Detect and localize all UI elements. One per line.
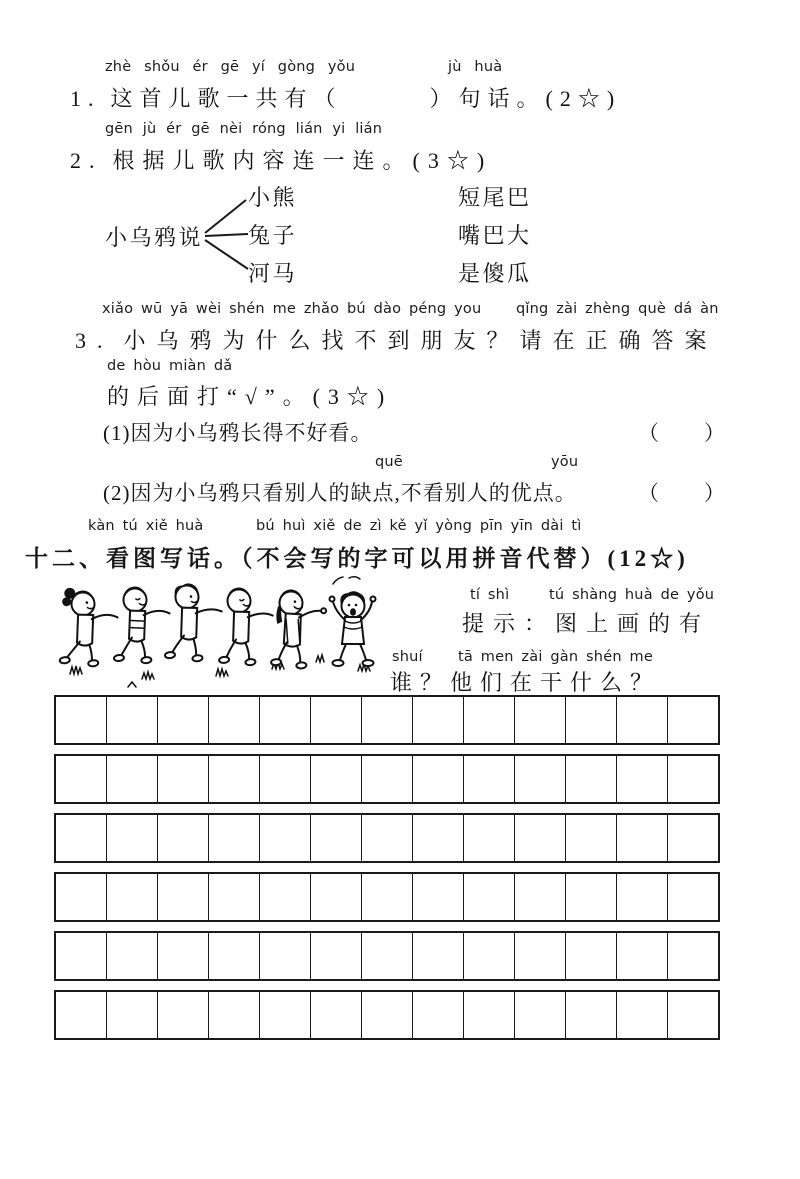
hint-pinyin2b: tā men zài gàn shén me — [458, 649, 653, 665]
grid-cell — [464, 756, 515, 802]
grid-cell — [56, 874, 107, 920]
grid-cell — [464, 933, 515, 979]
grid-cell — [668, 697, 718, 743]
hint-pinyin1b: tú shàng huà de yǒu — [549, 587, 715, 603]
hint-pinyin1a: tí shì — [470, 587, 510, 603]
q1-line — [70, 82, 621, 113]
grid-cell — [260, 756, 311, 802]
grid-cell — [464, 697, 515, 743]
grid-cell — [311, 874, 362, 920]
grid-cell — [107, 933, 158, 979]
grid-cell — [413, 933, 464, 979]
grid-cell — [413, 992, 464, 1038]
q3-item1-text: (1)因为小乌鸦长得不好看。 — [103, 421, 373, 445]
q2-line — [70, 144, 492, 175]
grid-row — [54, 872, 720, 922]
grid-cell — [515, 756, 566, 802]
q3-item2-ruby-que: quē — [375, 454, 403, 470]
grid-cell — [260, 815, 311, 861]
q1-number: 1. — [70, 86, 101, 111]
grid-cell — [158, 992, 209, 1038]
q3-text-line1: 小乌鸦为什么找不到朋友？请在正确答案 — [123, 328, 718, 353]
grid-cell — [413, 815, 464, 861]
grid-cell — [413, 697, 464, 743]
matching-left-item: 小熊 — [248, 185, 298, 210]
grid-cell — [209, 756, 260, 802]
grid-cell — [107, 756, 158, 802]
section12-title: 十二、看图写话。（不会写的字可以用拼音代替）(12☆) — [25, 546, 689, 571]
grid-cell — [464, 992, 515, 1038]
grid-cell — [260, 697, 311, 743]
hint-line1: 提示：图上画的有 — [462, 611, 711, 636]
grid-cell — [158, 933, 209, 979]
matching-right-item: 是傻瓜 — [458, 261, 532, 286]
q3-pinyin-left: xiǎo wū yā wèi shén me zhǎo bú dào péng you — [102, 301, 482, 317]
grid-cell — [158, 815, 209, 861]
grid-row — [54, 990, 720, 1040]
grid-cell — [260, 992, 311, 1038]
grid-cell — [158, 697, 209, 743]
grid-row — [54, 813, 720, 863]
q3-line1 — [75, 324, 718, 355]
matching-right-item: 短尾巴 — [458, 185, 532, 210]
matching-right-item: 嘴巴大 — [458, 223, 532, 248]
grid-cell — [56, 697, 107, 743]
grid-cell — [566, 992, 617, 1038]
grid-cell — [515, 992, 566, 1038]
grid-cell — [362, 756, 413, 802]
hint-line2: 谁？他们在干什么？ — [390, 670, 661, 695]
grid-cell — [56, 992, 107, 1038]
q3-pinyin-line2: de hòu miàn dǎ — [107, 358, 233, 374]
grid-cell — [362, 874, 413, 920]
q3-pinyin-right: qǐng zài zhèng què dá àn — [516, 301, 719, 317]
grid-cell — [617, 933, 668, 979]
matching-source: 小乌鸦说 — [105, 225, 204, 250]
grid-cell — [311, 756, 362, 802]
grid-cell — [362, 815, 413, 861]
grid-cell — [107, 697, 158, 743]
q2-number: 2. — [70, 148, 103, 173]
hint-pinyin2a: shuí — [392, 649, 423, 665]
grid-cell — [311, 697, 362, 743]
grid-cell — [668, 815, 718, 861]
grid-row — [54, 754, 720, 804]
grid-cell — [56, 815, 107, 861]
grid-cell — [464, 815, 515, 861]
grid-cell — [617, 756, 668, 802]
matching-left-item: 河马 — [248, 261, 298, 286]
grid-cell — [617, 992, 668, 1038]
grid-cell — [413, 756, 464, 802]
grid-cell — [617, 697, 668, 743]
section12-pinyin-left: kàn tú xiě huà — [88, 518, 204, 534]
grid-cell — [362, 933, 413, 979]
grid-cell — [515, 697, 566, 743]
children-playing-illustration — [58, 570, 388, 692]
grid-cell — [56, 933, 107, 979]
grid-cell — [107, 874, 158, 920]
grid-cell — [566, 815, 617, 861]
grid-cell — [566, 756, 617, 802]
section12-pinyin-right: bú huì xiě de zì kě yǐ yòng pīn yīn dài tì — [256, 518, 582, 534]
q1-pinyin-left: zhè shǒu ér gē yí gòng yǒu — [105, 59, 356, 75]
grid-cell — [515, 874, 566, 920]
grid-cell — [362, 992, 413, 1038]
matching-left-item: 兔子 — [248, 223, 298, 248]
q2-pinyin: gēn jù ér gē nèi róng lián yi lián — [105, 121, 383, 137]
grid-row — [54, 695, 720, 745]
grid-cell — [107, 815, 158, 861]
grid-cell — [668, 874, 718, 920]
grid-cell — [668, 756, 718, 802]
q3-item2-answer-blank: （ ） — [638, 481, 726, 505]
grid-cell — [668, 992, 718, 1038]
q3-item2-text: (2)因为小乌鸦只看别人的缺点,不看别人的优点。 — [103, 481, 577, 505]
grid-cell — [668, 933, 718, 979]
grid-cell — [362, 697, 413, 743]
grid-cell — [515, 933, 566, 979]
grid-cell — [566, 697, 617, 743]
q2-text: 根据儿歌内容连一连。(3☆) — [112, 148, 493, 173]
grid-cell — [311, 933, 362, 979]
grid-cell — [209, 933, 260, 979]
grid-cell — [566, 933, 617, 979]
q1-text: 这首儿歌一共有（ ）句话。(2☆) — [110, 86, 622, 111]
grid-cell — [617, 815, 668, 861]
grid-cell — [566, 874, 617, 920]
grid-cell — [260, 874, 311, 920]
grid-cell — [209, 697, 260, 743]
grid-cell — [209, 874, 260, 920]
grid-cell — [158, 874, 209, 920]
grid-cell — [209, 992, 260, 1038]
grid-cell — [158, 756, 209, 802]
grid-cell — [56, 756, 107, 802]
grid-cell — [515, 815, 566, 861]
writing-grid — [54, 695, 720, 1049]
q3-item1-answer-blank: （ ） — [638, 421, 726, 445]
q3-number: 3. — [75, 328, 114, 353]
q3-item2-ruby-you: yōu — [551, 454, 579, 470]
grid-row — [54, 931, 720, 981]
grid-cell — [311, 815, 362, 861]
q1-pinyin-right: jù huà — [448, 59, 503, 75]
matching-connector-lines — [200, 192, 255, 277]
grid-cell — [209, 815, 260, 861]
grid-cell — [464, 874, 515, 920]
grid-cell — [413, 874, 464, 920]
q3-line2: 的后面打“√”。(3☆) — [107, 384, 393, 409]
grid-cell — [311, 992, 362, 1038]
grid-cell — [107, 992, 158, 1038]
grid-cell — [617, 874, 668, 920]
grid-cell — [260, 933, 311, 979]
